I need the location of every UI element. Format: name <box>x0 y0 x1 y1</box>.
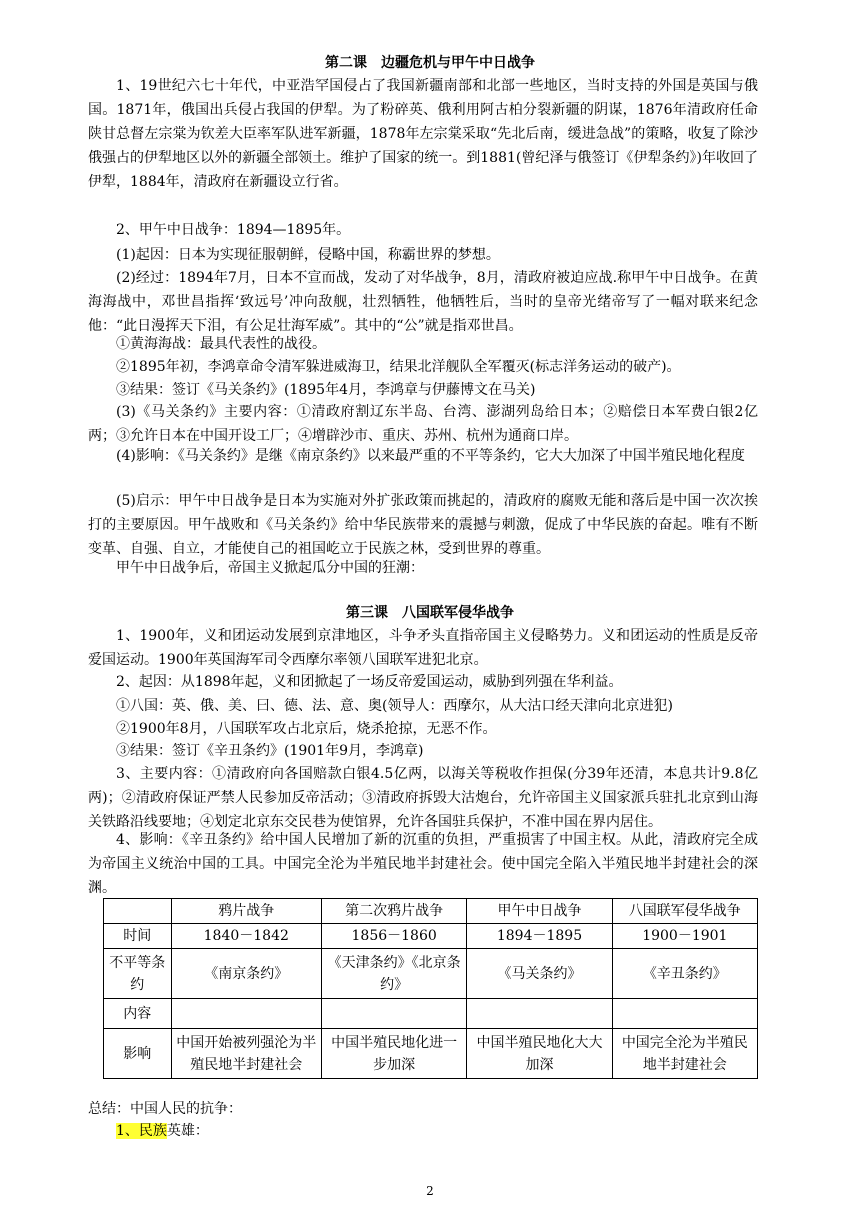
table-row-label: 内容 <box>104 999 172 1029</box>
war-comparison-table <box>103 898 758 1079</box>
table-row <box>104 1029 758 1079</box>
lesson2-paragraph-11: 甲午中日战争后，帝国主义掀起瓜分中国的狂潮： <box>116 560 424 576</box>
table-row <box>104 924 758 949</box>
lesson3-paragraph-5: ③结果：签订《辛丑条约》(1901年9月，李鸿章) <box>116 743 424 759</box>
lesson2-paragraph-7: ③结果：签订《马关条约》(1895年4月，李鸿章与伊藤博文在马关) <box>116 382 536 398</box>
summary-label: 总结：中国人民的抗争： <box>88 1101 242 1117</box>
lesson2-paragraph-5: ①黄海海战：最具代表性的战役。 <box>116 336 326 352</box>
table-cell: 1894－1895 <box>467 924 612 949</box>
table-header-cell <box>104 899 172 924</box>
table-cell: 《南京条约》 <box>171 949 321 999</box>
lesson3-paragraph-1: 1、1900年，义和团运动发展到京津地区，斗争矛头直指帝国主义侵略势力。义和团运动的性质是反帝爱国运动。1900年英国海军司令西摩尔率领八国联军进犯北京。 <box>88 628 758 668</box>
table-header-cell: 鸦片战争 <box>171 899 321 924</box>
table-cell: 中国开始被列强沦为半殖民地半封建社会 <box>171 1029 321 1079</box>
lesson3-paragraph-3: ①八国：英、俄、美、曰、德、法、意、奥(领导人：西摩尔，从大沽口经天津向北京进犯) <box>116 698 673 714</box>
lesson2-paragraph-6: ②1895年初，李鸿章命令清军躲进威海卫，结果北洋舰队全军覆灭(标志洋务运动的破产)。 <box>116 359 681 375</box>
lesson3-paragraph-6: 3、主要内容：①清政府向各国赔款白银4.5亿两，以海关等税收作担保(分39年还清，本息共计9.8亿两)；②清政府保证严禁人民参加反帝活动；③清政府拆毁大沽炮台，允许帝国主义国家派兵驻扎北京到山海关铁路沿线要地；④划定北京东交民巷为使馆界，允许各国驻兵保护，不准中国在界内居住。 <box>88 766 758 830</box>
table-header-row <box>104 899 758 924</box>
page-number: 2 <box>426 1184 434 1198</box>
table-cell: 1840－1842 <box>171 924 321 949</box>
highlighted-text: 1、民族 <box>116 1123 167 1139</box>
table-cell: 中国半殖民地化大大加深 <box>467 1029 612 1079</box>
lesson2-paragraph-4: (2)经过：1894年7月，日本不宣而战，发动了对华战争，8月，清政府被迫应战.称甲午中日战争。在黄海海战中，邓世昌指挥‘致远号’冲向敌舰，壮烈牺牲，他牺牲后，当时的皇帝光绪帝写了一幅对联来纪念他：“此日漫挥天下泪，有公足壮海军威”。其中的“公”就是指邓世昌。 <box>88 270 758 334</box>
table-cell <box>321 999 466 1029</box>
table-header-cell: 甲午中日战争 <box>467 899 612 924</box>
table-row-label: 时间 <box>104 924 172 949</box>
lesson2-title: 第二课 边疆危机与甲午中日战争 <box>325 55 535 71</box>
lesson2-paragraph-10: (5)启示：甲午中日战争是日本为实施对外扩张政策而挑起的，清政府的腐败无能和落后是中国一次次挨打的主要原因。甲午战败和《马关条约》给中华民族带来的震撼与刺激，促成了中华民族的奋起。唯有不断变革、自强、自立，才能使自己的祖国屹立于民族之林，受到世界的尊重。 <box>88 493 758 557</box>
table-cell: 1856－1860 <box>321 924 466 949</box>
table-row <box>104 999 758 1029</box>
table-cell: 《辛丑条约》 <box>612 949 757 999</box>
lesson3-paragraph-4: ②1900年8月，八国联军攻占北京后，烧杀抢掠，无恶不作。 <box>116 721 497 737</box>
lesson2-paragraph-3: (1)起因：日本为实现征服朝鲜，侵略中国，称霸世界的梦想。 <box>116 247 500 263</box>
lesson3-title: 第三课 八国联军侵华战争 <box>346 605 514 621</box>
table-cell: 中国半殖民地化进一步加深 <box>321 1029 466 1079</box>
lesson3-paragraph-2: 2、起因：从1898年起，义和团掀起了一场反帝爱国运动，威胁到列强在华利益。 <box>116 674 623 690</box>
table-header-cell: 第二次鸦片战争 <box>321 899 466 924</box>
lesson3-paragraph-7: 4、影响：《辛丑条约》给中国人民增加了新的沉重的负担，严重损害了中国主权。从此，清政府完全成为帝国主义统治中国的工具。中国完全沦为半殖民地半封建社会。使中国完全陷入半殖民地半封建社会的深渊。 <box>88 832 758 896</box>
table-row <box>104 949 758 999</box>
table-row-label: 影响 <box>104 1029 172 1079</box>
lesson2-paragraph-8: (3)《马关条约》主要内容：①清政府割辽东半岛、台湾、澎湖列岛给日本；②赔偿日本军费白银2亿两；③允许日本在中国开设工厂；④增辟沙市、重庆、苏州、杭州为通商口岸。 <box>88 404 758 444</box>
table-cell <box>467 999 612 1029</box>
table-row-label: 不平等条约 <box>104 949 172 999</box>
table-cell: 1900－1901 <box>612 924 757 949</box>
table-cell: 《天津条约》《北京条约》 <box>321 949 466 999</box>
table-header-cell: 八国联军侵华战争 <box>612 899 757 924</box>
table-cell <box>171 999 321 1029</box>
lesson2-paragraph-2: 2、甲午中日战争：1894—1895年。 <box>116 222 351 238</box>
table-cell: 中国完全沦为半殖民地半封建社会 <box>612 1029 757 1079</box>
table-cell: 《马关条约》 <box>467 949 612 999</box>
table-cell <box>612 999 757 1029</box>
summary-item-text: 英雄： <box>166 1123 209 1139</box>
lesson2-paragraph-9: (4)影响：《马关条约》是继《南京条约》以来最严重的不平等条约，它大大加深了中国半殖民地化程度 <box>116 448 745 464</box>
summary-item <box>88 1119 758 1143</box>
lesson2-paragraph-1: 1、19世纪六七十年代，中亚浩罕国侵占了我国新疆南部和北部一些地区，当时支持的外国是英国与俄国。1871年，俄国出兵侵占我国的伊犁。为了粉碎英、俄利用阿古柏分裂新疆的阴谋，1876年清政府任命陕甘总督左宗棠为钦差大臣率军队进军新疆，1878年左宗棠采取“先北后南，缓进急战”的策略，收复了除沙俄强占的伊犁地区以外的新疆全部领土。维护了国家的统一。到1881(曾纪泽与俄签订《伊犁条约》)年收回了伊犁，1884年，清政府在新疆设立行省。 <box>88 78 758 190</box>
